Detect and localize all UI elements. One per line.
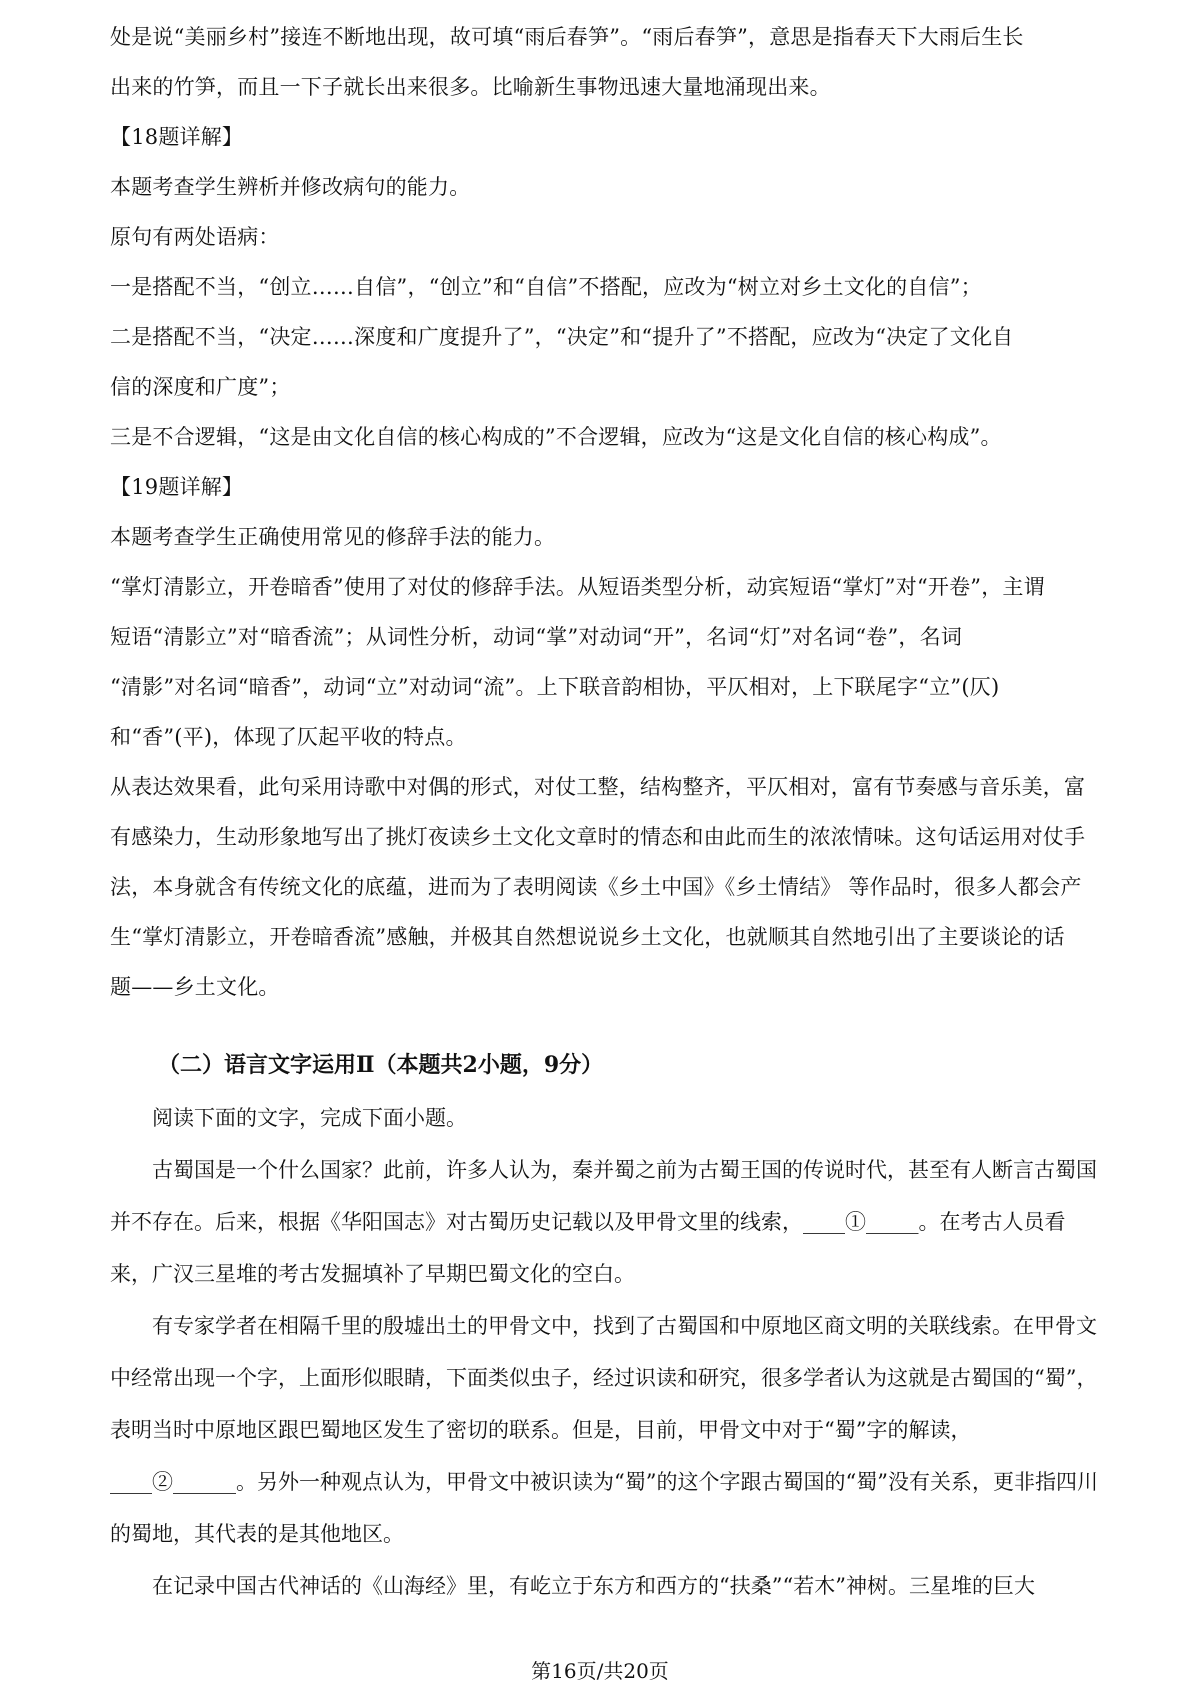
text-line: 和“香”(平)，体现了仄起平收的特点。 [110,725,467,749]
text-line: 法，本身就含有传统文化的底蕴，进而为了表明阅读《乡土中国》《乡土情结》 等作品时，很多人都会产 [110,875,1082,899]
text-line: 生“掌灯清影立，开卷暗香流”感触，并极其自然想说说乡土文化，也就顺其自然地引出了主要谈论的话 [110,925,1065,949]
reading-passage [110,1092,1100,1612]
text-line: 题——乡土文化。 [110,975,280,999]
text-line: 二是搭配不当，“决定……深度和广度提升了”，“决定”和“提升了”不搭配，应改为“决定了文化自 [110,325,1014,349]
text-line: 三是不合逻辑，“这是由文化自信的核心构成的”不合逻辑，应改为“这是文化自信的核心构成”。 [110,425,1002,449]
question-heading-19: 【19题详解】 [110,475,244,499]
text-line: 有感染力，生动形象地写出了挑灯夜读乡土文化文章时的情态和由此而生的浓浓情味。这句话运用对仗手 [110,825,1086,849]
text-line: 原句有两处语病： [110,225,280,249]
passage-paragraph: 古蜀国是一个什么国家？此前，许多人认为，秦并蜀之前为古蜀王国的传说时代，甚至有人断言古蜀国并不存在。后来，根据《华阳国志》对古蜀历史记载以及甲骨文里的线索，____①_____。在考古人员看来，广汉三星堆的考古发掘填补了早期巴蜀文化的空白。 [110,1158,1097,1286]
passage-instruction: 阅读下面的文字，完成下面小题。 [152,1106,467,1130]
text-line: 本题考查学生辨析并修改病句的能力。 [110,175,471,199]
text-line: “掌灯清影立，开卷暗香”使用了对仗的修辞手法。从短语类型分析，动宾短语“掌灯”对“开卷”，主谓 [110,575,1045,599]
section-heading: （二）语言文字运用Ⅱ（本题共2小题，9分） [158,1052,604,1078]
text-line: 出来的竹笋，而且一下子就长出来很多。比喻新生事物迅速大量地涌现出来。 [110,75,831,99]
passage-paragraph: 在记录中国古代神话的《山海经》里，有屹立于东方和西方的“扶桑”“若木”神树。三星堆的巨大 [152,1574,1035,1598]
text-line: 从表达效果看，此句采用诗歌中对偶的形式，对仗工整，结构整齐，平仄相对，富有节奏感与音乐美，富 [110,775,1086,799]
text-line: 短语“清影立”对“暗香流”；从词性分析，动词“掌”对动词“开”，名词“灯”对名词“卷”，名词 [110,625,963,649]
text-line: 一是搭配不当，“创立……自信”，“创立”和“自信”不搭配，应改为“树立对乡土文化的自信”； [110,275,982,299]
question-heading-18: 【18题详解】 [110,125,244,149]
text-line: 本题考查学生正确使用常见的修辞手法的能力。 [110,525,556,549]
passage-paragraph: 有专家学者在相隔千里的殷墟出土的甲骨文中，找到了古蜀国和中原地区商文明的关联线索。在甲骨文中经常出现一个字，上面形似眼睛，下面类似虫子，经过识读和研究，很多学者认为这就是古蜀国的“蜀”，表明当时中原地区跟巴蜀地区发生了密切的联系。但是，目前，甲骨文中对于“蜀”字的解读，____②______。另外一种观点认为，甲骨文中被识读为“蜀”的这个字跟古蜀国的“蜀”没有关系，更非指四川的蜀地，其代表的是其他地区。 [110,1314,1098,1546]
text-line: “清影”对名词“暗香”，动词“立”对动词“流”。上下联音韵相协，平仄相对，上下联尾字“立”(仄) [110,675,1000,699]
text-line: 处是说“美丽乡村”接连不断地出现，故可填“雨后春笋”。“雨后春笋”，意思是指春天下大雨后生长 [110,25,1024,49]
explanation-block [110,12,1100,1012]
text-line: 信的深度和广度”； [110,375,291,399]
page-number: 第16页/共20页 [531,1659,669,1683]
